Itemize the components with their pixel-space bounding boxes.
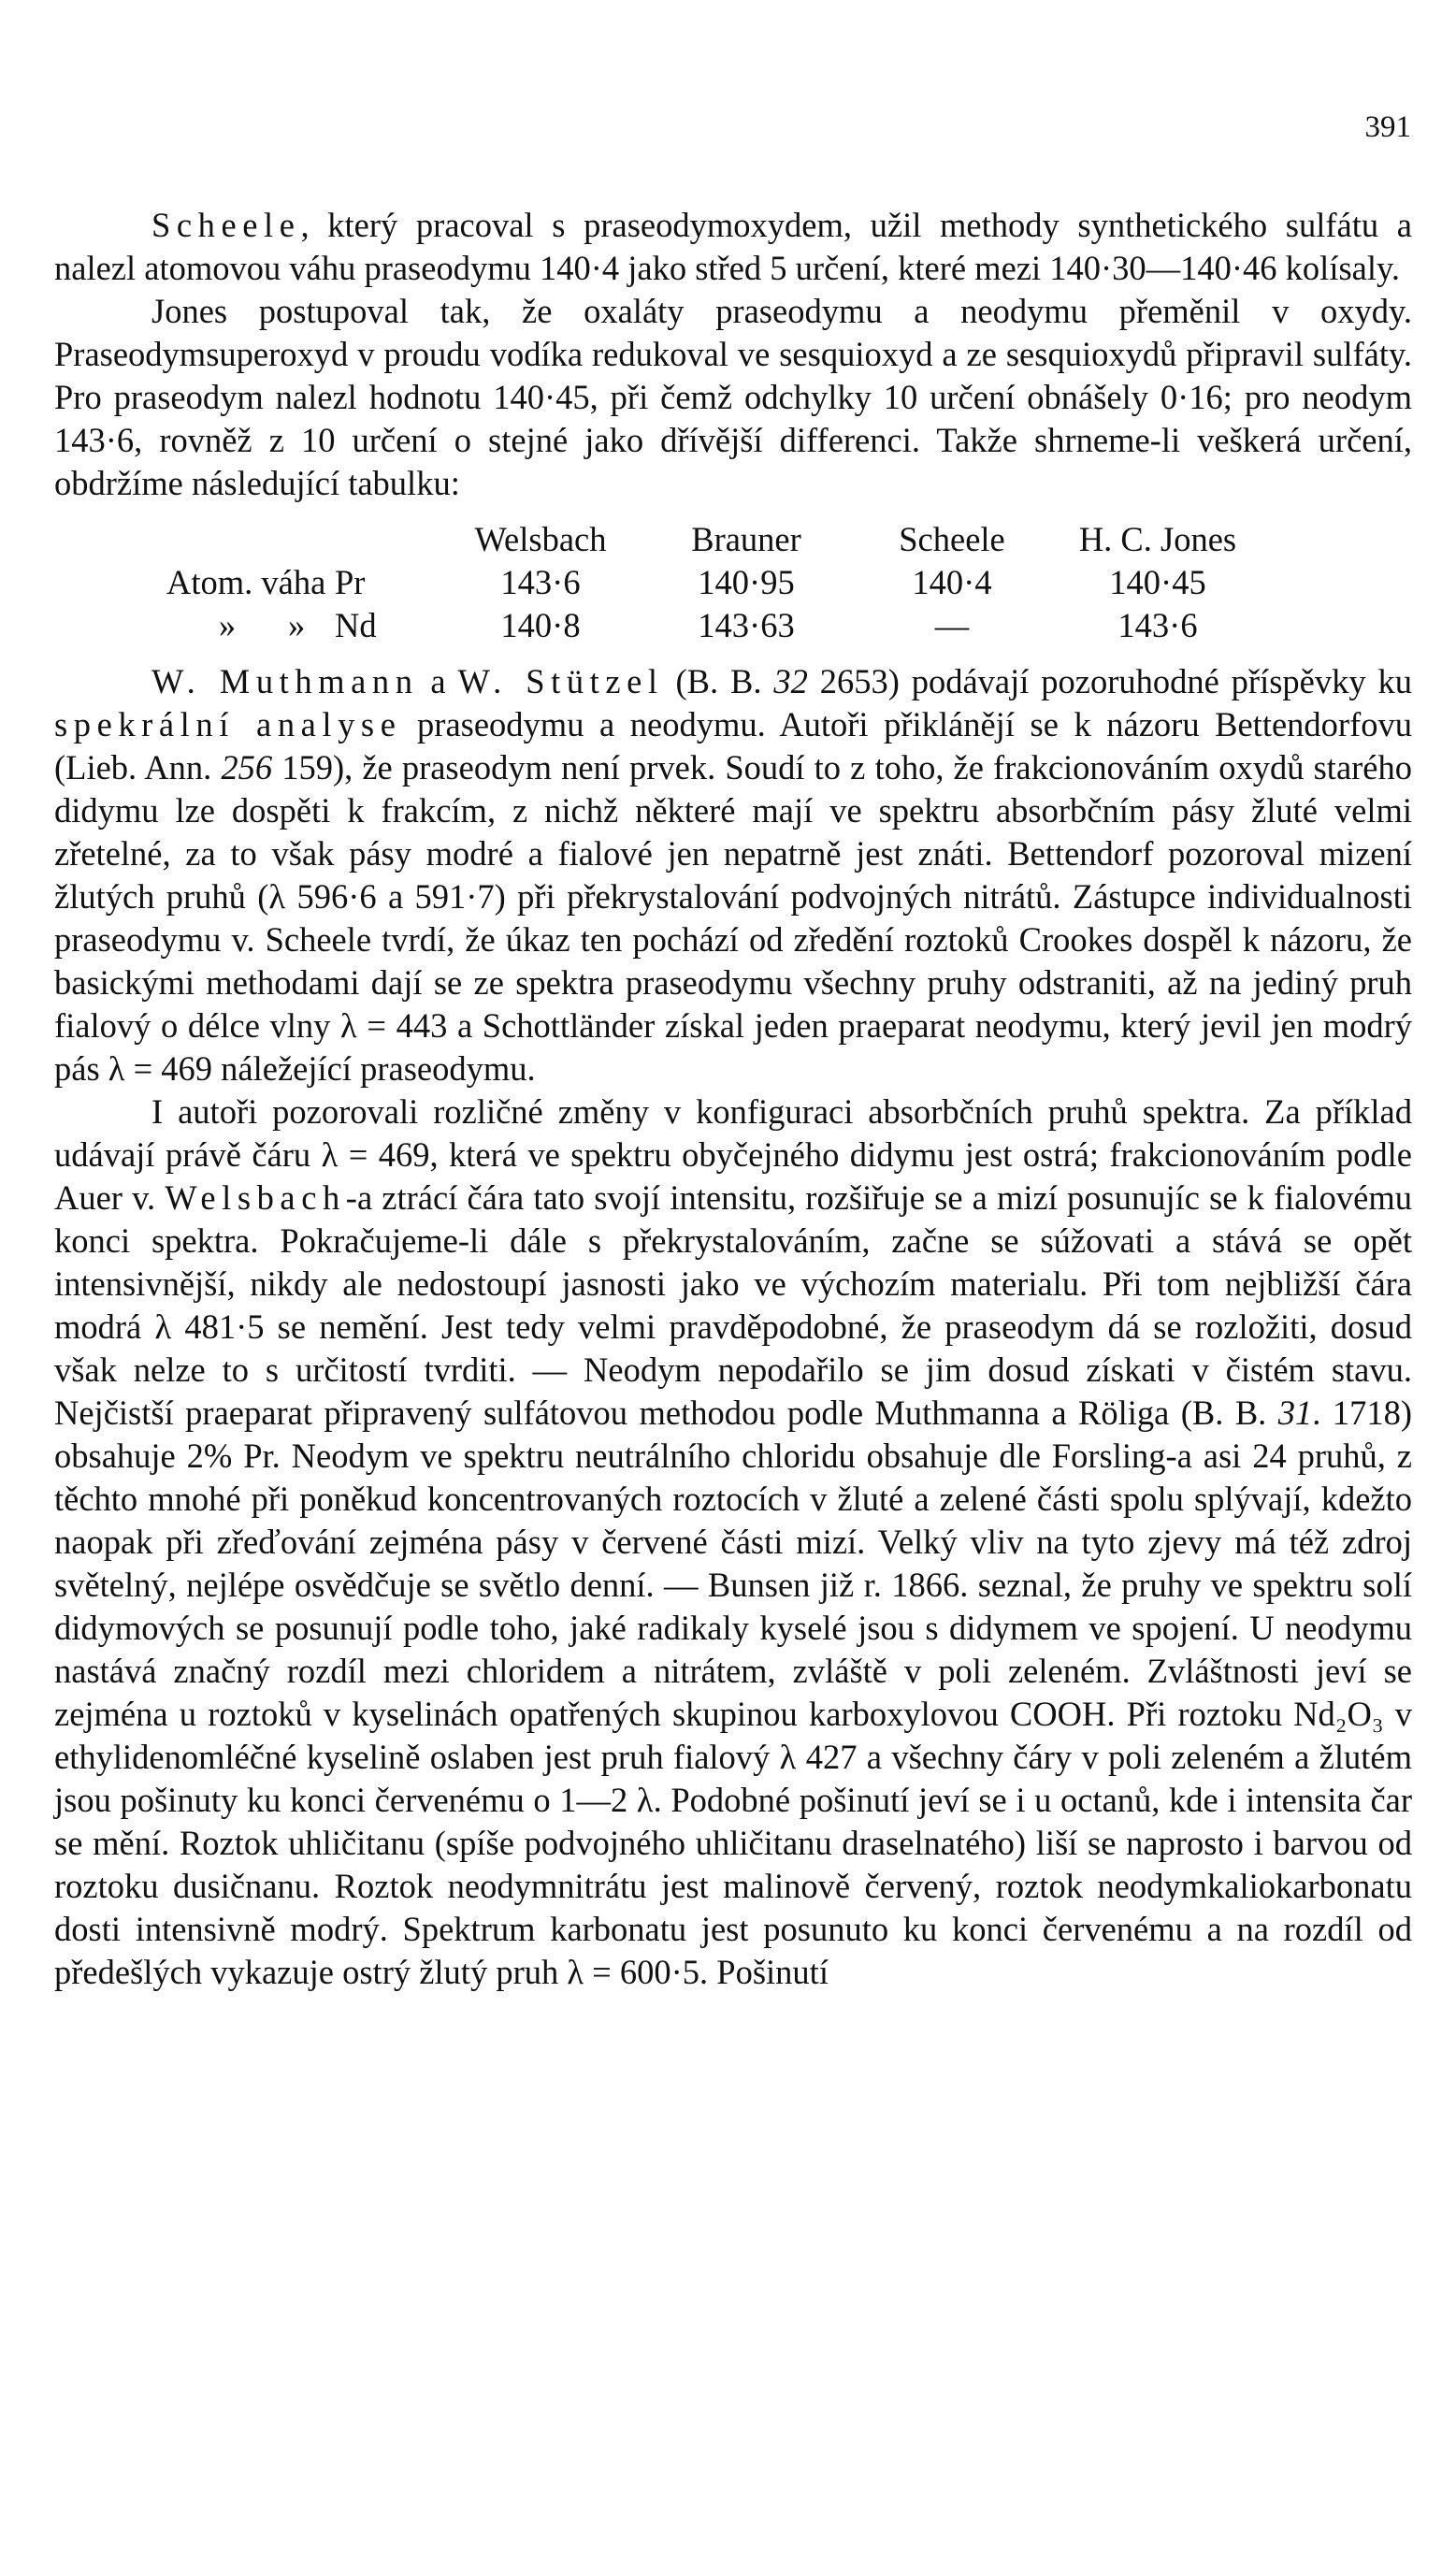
- page-body: [54, 204, 1412, 1994]
- paragraph-jones: Jones postupoval tak, že oxaláty praseodymu a neodymu přeměnil v oxydy. Praseodymsuperoxyd v proudu vodíka redukoval ve sesquioxyd a ze sesquioxydů připravil sulfáty. Pro praseodym nalezl hodnotu 140·45, při čemž odchylky 10 určení obnášely 0·16; pro neodym 143·6, rovněž z 10 určení o stejné jako dřívější differenci. Takže shrneme-li veškerá určení, obdržíme následující tabulku:: [54, 292, 1412, 502]
- volume-number: 32: [773, 662, 808, 700]
- paragraph-text: 2653) podávají pozoruhodné příspěvky ku: [807, 662, 1412, 700]
- author-name: W. Stützel: [457, 662, 664, 700]
- table-cell: —: [934, 606, 970, 644]
- row-label: Atom. váha: [166, 563, 326, 601]
- table-header: Brauner: [691, 520, 801, 558]
- atomic-weight-table: [166, 518, 1261, 647]
- paragraph-text: praseodymu a neodymu. Autoři přiklánějí se k názoru Bettendorfovu (Lieb. Ann.: [54, 705, 1412, 787]
- table-cell: 143·6: [500, 563, 581, 601]
- row-label: [166, 604, 335, 647]
- table-header-row: [166, 518, 1261, 561]
- author-name: W. Muthmann: [151, 662, 419, 700]
- conjunction: a: [418, 662, 458, 700]
- paragraph-text: I autoři pozorovali rozličné změny v konfiguraci absorbčních pruhů spektra. Za příklad udávají právě čáru λ = 469, která ve spektru obyčejného didymu jest ostrá; frakcionováním podle Auer v.: [54, 1092, 1412, 1217]
- table-cell: 143·63: [698, 606, 795, 644]
- paragraph-text: -a ztrácí čára tato svojí intensitu, rozšiřuje se a mizí posunujíc se k fialovému konci spektra. Pokračujeme-li dále s překrystalováním, začne se súžovati a stává se opět intensivnější, nikdy ale nedostoupí jasnosti jako ve výchozím materialu. Při tom nejbližší čára modrá λ 481·5 se nemění. Jest tedy velmi pravděpodobné, že praseodym dá se rozložiti, dosud však nelze to s určitostí tvrditi. — Neodym nepodařilo se jim dosud získati v čistém stavu. Nejčistší praeparat připravený sulfátovou methodou podle Muthmanna a Röliga (B. B.: [54, 1178, 1412, 1432]
- paragraph-spectra: [54, 1090, 1412, 1994]
- volume-number: 256: [221, 748, 273, 787]
- table-cell: 143·6: [1117, 606, 1198, 644]
- citation: (B. B.: [663, 662, 774, 700]
- author-name: Scheele: [151, 206, 301, 244]
- table-row: [166, 561, 1261, 604]
- paragraph-text: . 1718) obsahuje 2% Pr. Neodym ve spektru neutrálního chloridu obsahuje dle Forsling-a asi 24 pruhů, z těchto mnohé při poněkud koncentrovaných roztocích v žluté a zelené části spolu splývají, kdežto naopak při zřeďování zejména pásy v červené části mizí. Velký vliv na tyto zjevy má též zdroj světelný, nejlépe osvědčuje se světlo denní. — Bunsen již r. 1866. seznal, že pruhy ve spektru solí didymových se posunují podle toho, jaké radikaly kyselé jsou s didymem ve spojení. U neodymu nastává značný rozdíl mezi chloridem a nitrátem, zvláště v poli zeleném. Zvláštnosti jeví se zejména u roztoků v kyselinách opatřených skupinou karboxylovou COOH. Při roztoku Nd₂O₃ v ethylidenomléčné kyselině oslaben jest pruh fialový λ 427 a všechny čáry v poli zeleném a žlutém jsou pošinuty ku konci červenému o 1—2 λ. Podobné pošinutí jeví se i u octanů, kde i intensita čar se mění. Roztok uhličitanu (spíše podvojného uhličitanu draselnatého) liší se naprosto i barvou od roztoku dusičnanu. Roztok neodymnitrátu jest malinově červený, roztok neodymkaliokarbonatu dosti intensivně modrý. Spektrum karbonatu jest posunuto ku konci červenému a na rozdíl od předešlých vykazuje ostrý žlutý pruh λ = 600·5. Pošinutí: [54, 1394, 1412, 1991]
- table-cell: 140·4: [912, 563, 992, 601]
- author-name: Welsbach: [165, 1178, 346, 1217]
- paragraph-scheele: [54, 204, 1412, 290]
- paragraph-muthmann: [54, 660, 1412, 1090]
- emphasis-text: spekrální analyse: [54, 705, 402, 744]
- table-cell: 140·95: [698, 563, 795, 601]
- table-cell: 140·8: [500, 606, 581, 644]
- table-header: H. C. Jones: [1078, 520, 1237, 558]
- ditto-mark: »: [288, 606, 306, 644]
- table-cell: 140·45: [1109, 563, 1206, 601]
- element-symbol: Nd: [335, 606, 377, 644]
- paragraph-text: , který pracoval s praseodymoxydem, užil methody synthetického sulfátu a nalezl atomovou váhu praseodymu 140·4 jako střed 5 určení, které mezi 140·30—140·46 kolísaly.: [54, 206, 1412, 287]
- table-header: Welsbach: [474, 520, 607, 558]
- paragraph-text: 159), že praseodym není prvek. Soudí to z toho, že frakcionováním oxydů starého didymu lze dospěti k frakcím, z nichž některé mají ve spektru absorbčním pásy žluté velmi zřetelné, za to však pásy modré a fialové jen nepatrně jest znáti. Bettendorf pozoroval mizení žlutých pruhů (λ 596·6 a 591·7) při překrystalování podvojných nitrátů. Zástupce individualnosti praseodymu v. Scheele tvrdí, že úkaz ten pochází od zředění roztoků Crookes dospěl k názoru, že basickými methodami dají se ze spektra praseodymu všechny pruhy odstraniti, až na jediný pruh fialový o délce vlny λ = 443 a Schottländer získal jeden praeparat neodymu, který jevil jen modrý pás λ = 469 náležející praseodymu.: [54, 748, 1412, 1088]
- table-row: [166, 604, 1261, 647]
- table-header: Scheele: [899, 520, 1005, 558]
- ditto-mark: »: [218, 606, 237, 644]
- page-number: 391: [1364, 110, 1411, 144]
- volume-number: 31: [1277, 1394, 1313, 1432]
- element-symbol: Pr: [335, 563, 366, 601]
